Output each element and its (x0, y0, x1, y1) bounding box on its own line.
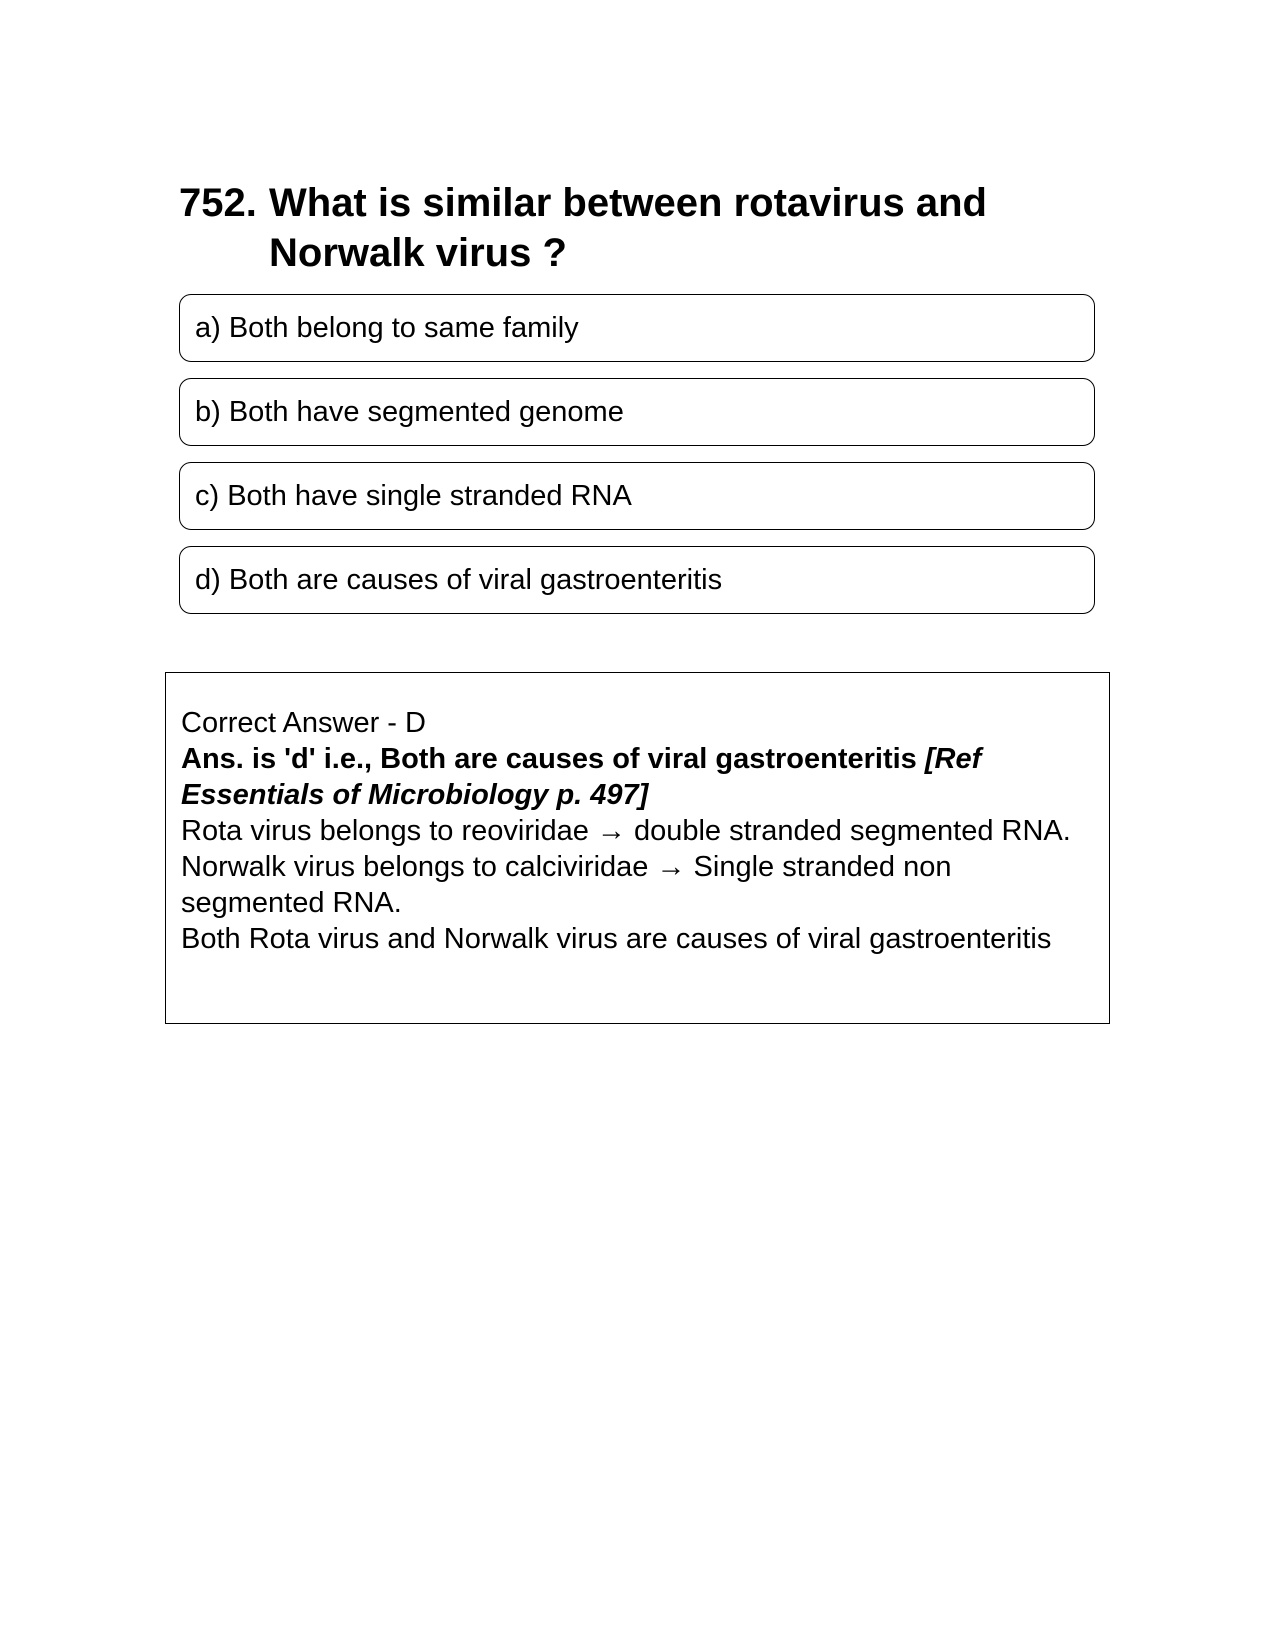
option-d[interactable]: d) Both are causes of viral gastroenteritis (179, 546, 1095, 614)
answer-statement (181, 741, 1094, 813)
correct-answer-line: Correct Answer - D (181, 707, 426, 739)
explanation-line-summary: Both Rota virus and Norwalk virus are causes of viral gastroenteritis (181, 923, 1052, 955)
explanation-line-rotavirus: Rota virus belongs to reoviridae → double stranded segmented RNA. (181, 815, 1071, 847)
option-b[interactable]: b) Both have segmented genome (179, 378, 1095, 446)
answer-bold-text: Ans. is 'd' i.e., Both are causes of viral gastroenteritis (181, 743, 925, 775)
explanation-line-norwalk: Norwalk virus belongs to calciviridae → Single stranded non segmented RNA. (181, 851, 952, 919)
option-a[interactable]: a) Both belong to same family (179, 294, 1095, 362)
question-number: 752. (179, 181, 257, 225)
answer-reference: [Ref Essentials of Microbiology p. 497] (181, 743, 982, 811)
answer-explanation-box (165, 672, 1110, 1024)
option-c[interactable]: c) Both have single stranded RNA (179, 462, 1095, 530)
options-list (179, 294, 1095, 630)
question-text: What is similar between rotavirus and Norwalk virus ? (269, 181, 987, 275)
question-heading (179, 178, 1079, 278)
